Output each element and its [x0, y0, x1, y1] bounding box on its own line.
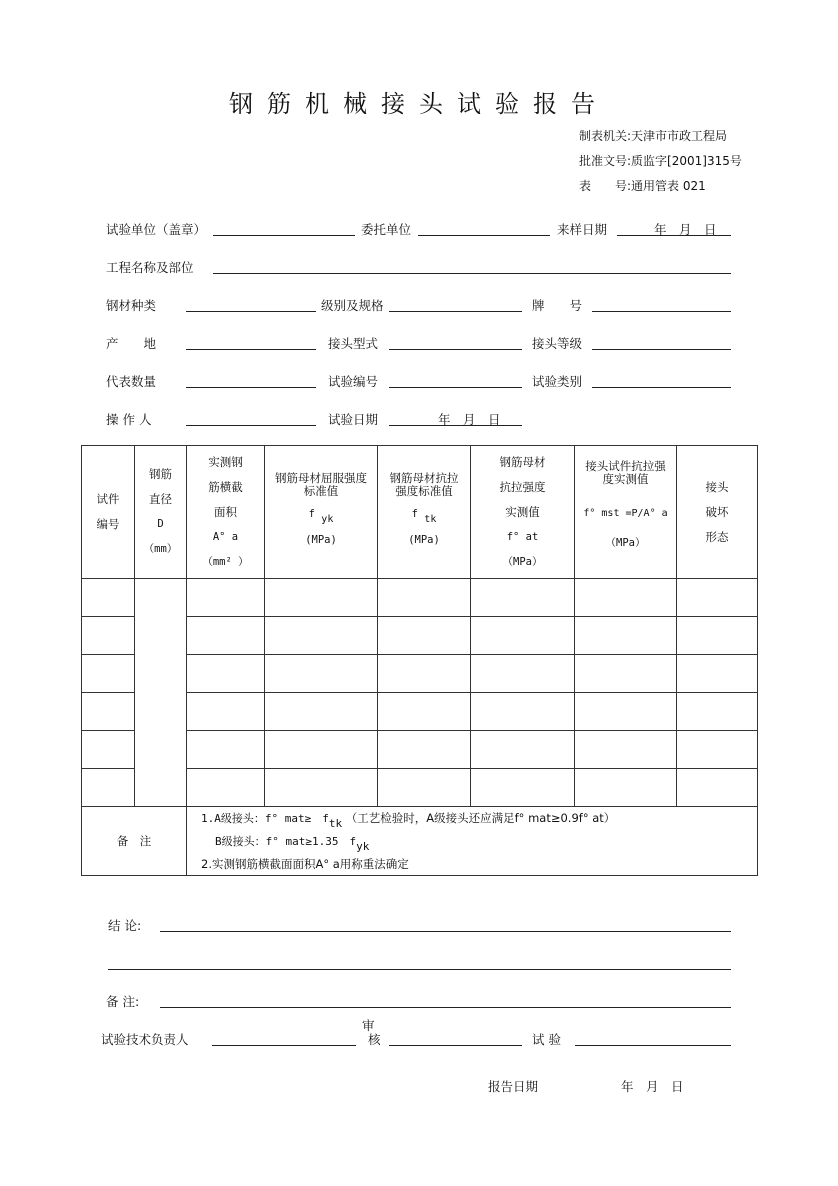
header-formula: f° mst =P/A° a [583, 508, 668, 519]
header-subscript: tk [424, 514, 437, 525]
form-number-value: 通用管表 021 [631, 179, 706, 193]
note-text: B级接头：f° mat≥1.35 f [215, 835, 357, 848]
header-text: f [411, 508, 418, 520]
cell-yield[interactable] [265, 731, 378, 769]
header-text: 强度标准值 [395, 484, 453, 498]
grade-spec-field[interactable] [389, 311, 522, 312]
cell-tensile-std[interactable] [378, 693, 471, 731]
grade-spec-label: 级别及规格 [321, 298, 384, 313]
review-label-top: 审 [362, 1018, 375, 1033]
header-text: 度实测值 [602, 472, 649, 486]
cell-area[interactable] [187, 579, 265, 617]
joint-type-field[interactable] [389, 349, 522, 350]
form-number [579, 177, 706, 194]
test-date-label: 试验日期 [328, 412, 379, 427]
brand-field[interactable] [592, 311, 731, 312]
header-text: (MPa) [408, 534, 440, 546]
cell-yield[interactable] [265, 617, 378, 655]
conclusion-label: 结 论: [108, 918, 142, 933]
cell-joint-strength[interactable] [575, 655, 677, 693]
cell-yield[interactable] [265, 693, 378, 731]
note-subscript: tk [328, 817, 343, 830]
client-unit-field[interactable] [418, 235, 550, 236]
cell-tensile-act[interactable] [471, 731, 575, 769]
client-unit-label: 委托单位 [361, 222, 412, 237]
header-text: 钢筋母材抗拉 [389, 471, 459, 485]
test-date-ymd: 年 月 日 [438, 412, 501, 427]
header-tensile-standard [378, 446, 471, 579]
test-no-label: 试验编号 [328, 374, 379, 389]
header-text: 钢筋母材 [499, 454, 546, 469]
operator-field[interactable] [186, 425, 316, 426]
notes-row [82, 807, 758, 876]
review-field[interactable] [389, 1045, 522, 1046]
header-text: 接头试件抗拉强 [585, 459, 666, 473]
cell-tensile-std[interactable] [378, 579, 471, 617]
cell-area[interactable] [187, 693, 265, 731]
header-symbol [265, 508, 377, 525]
test-no-field[interactable] [389, 387, 522, 388]
header-symbol [378, 508, 470, 525]
header-text: 钢筋母材屈服强度 [275, 471, 367, 485]
cell-area[interactable] [187, 655, 265, 693]
notes-content [187, 807, 758, 876]
cell-tensile-std[interactable] [378, 731, 471, 769]
cell-area[interactable] [187, 617, 265, 655]
cell-area[interactable] [187, 769, 265, 807]
header-subscript: yk [321, 514, 334, 525]
header-text: （MPa） [502, 555, 543, 568]
tech-lead-label: 试验技术负责人 [101, 1032, 189, 1047]
note-text: （工艺检验时，A级接头还应满足f° mat≥0.9f° at） [345, 811, 616, 825]
note-text: 1.A级接头：f° mat≥ f [201, 812, 329, 825]
cell-failure[interactable] [677, 769, 758, 807]
joint-grade-label: 接头等级 [532, 336, 583, 351]
header-yield-strength [265, 446, 378, 579]
results-table [81, 445, 758, 876]
note-line-3: 2.实测钢筋横截面面积A° a用称重法确定 [201, 857, 409, 871]
cell-tensile-act[interactable] [471, 769, 575, 807]
cell-tensile-std[interactable] [378, 769, 471, 807]
cell-yield[interactable] [265, 579, 378, 617]
cell-specimen-no[interactable] [82, 579, 135, 617]
cell-yield[interactable] [265, 655, 378, 693]
header-text: 实测值 [505, 504, 540, 519]
joint-type-label: 接头型式 [328, 336, 379, 351]
joint-grade-field[interactable] [592, 349, 731, 350]
cell-area[interactable] [187, 731, 265, 769]
quantity-field[interactable] [186, 387, 316, 388]
cell-joint-strength[interactable] [575, 617, 677, 655]
header-text: 抗拉强度 [499, 479, 546, 494]
table-header-row [82, 446, 758, 579]
header-text: 筋横截 [208, 479, 243, 494]
steel-type-label: 钢材种类 [106, 298, 157, 313]
test-unit-field[interactable] [213, 235, 355, 236]
note-line-2 [201, 830, 757, 853]
header-text: 标准值 [303, 484, 339, 498]
conclusion-field-line-2[interactable] [108, 969, 731, 970]
cell-failure[interactable] [677, 617, 758, 655]
cell-yield[interactable] [265, 769, 378, 807]
header-area [187, 446, 265, 579]
header-joint-strength [575, 446, 677, 579]
page-title: 钢筋机械接头试验报告 [229, 90, 609, 118]
cell-specimen-no[interactable] [82, 655, 135, 693]
notes-label: 备 注 [82, 807, 187, 876]
cell-failure[interactable] [677, 579, 758, 617]
note-subscript: yk [356, 840, 370, 853]
header-text: 形态 [705, 529, 729, 544]
cell-failure[interactable] [677, 731, 758, 769]
header-text: （MPa） [605, 537, 646, 549]
header-text: 直径 [149, 492, 172, 506]
cell-specimen-no[interactable] [82, 693, 135, 731]
origin-label: 产 地 [106, 336, 157, 351]
cell-joint-strength[interactable] [575, 579, 677, 617]
header-text: A° a [212, 530, 239, 543]
review-label-bottom: 核 [368, 1032, 381, 1047]
form-number-label: 表 号: [579, 179, 632, 193]
table-row [82, 579, 758, 617]
cell-failure[interactable] [677, 693, 758, 731]
cell-tensile-act[interactable] [471, 579, 575, 617]
cell-tensile-act[interactable] [471, 655, 575, 693]
header-specimen-no [82, 446, 135, 579]
header-text: 钢筋 [149, 467, 172, 481]
cell-joint-strength[interactable] [575, 769, 677, 807]
header-tensile-actual [471, 446, 575, 579]
header-text: 实测钢 [208, 454, 243, 469]
brand-label: 牌 号 [532, 298, 583, 313]
cell-joint-strength[interactable] [575, 731, 677, 769]
report-date-ymd: 年 月 日 [621, 1079, 684, 1094]
cell-tensile-act[interactable] [471, 693, 575, 731]
cell-diameter-merged[interactable] [135, 579, 187, 807]
header-text: (MPa) [305, 534, 337, 546]
operator-label: 操 作 人 [106, 412, 152, 427]
header-text: 接头 [705, 479, 729, 494]
cell-tensile-std[interactable] [378, 655, 471, 693]
header-text: f° at [506, 530, 539, 543]
tester-field[interactable] [575, 1045, 731, 1046]
test-category-label: 试验类别 [532, 374, 583, 389]
issuer-info: 制表机关:天津市市政工程局 [579, 129, 728, 143]
project-name-label: 工程名称及部位 [106, 260, 194, 275]
cell-specimen-no[interactable] [82, 617, 135, 655]
tech-lead-field[interactable] [212, 1045, 356, 1046]
header-text: 面积 [214, 504, 237, 519]
header-text: 编号 [96, 517, 120, 531]
note-line-1 [201, 807, 757, 830]
test-unit-label: 试验单位（盖章） [106, 222, 207, 237]
cell-specimen-no[interactable] [82, 769, 135, 807]
cell-joint-strength[interactable] [575, 693, 677, 731]
tester-label: 试 验 [532, 1032, 561, 1047]
remarks-label: 备 注: [106, 994, 140, 1009]
steel-type-field[interactable] [186, 311, 316, 312]
header-text: 试件 [96, 492, 120, 506]
header-failure-mode [677, 446, 758, 579]
header-text: f [308, 508, 315, 520]
header-text: 破坏 [705, 504, 729, 519]
header-text: D [157, 518, 164, 530]
test-category-field[interactable] [592, 387, 731, 388]
sample-date-ymd: 年 月 日 [654, 222, 717, 237]
cell-specimen-no[interactable] [82, 731, 135, 769]
header-diameter [135, 446, 187, 579]
quantity-label: 代表数量 [106, 374, 157, 389]
header-text: （mm² ） [202, 555, 249, 568]
origin-field[interactable] [186, 349, 316, 350]
cell-tensile-std[interactable] [378, 617, 471, 655]
header-text: （mm） [143, 543, 178, 555]
report-date-label: 报告日期 [488, 1079, 539, 1094]
cell-tensile-act[interactable] [471, 617, 575, 655]
conclusion-field[interactable] [160, 931, 731, 932]
sample-date-label: 来样日期 [557, 222, 608, 237]
project-name-field[interactable] [213, 273, 731, 274]
remarks-field[interactable] [160, 1007, 731, 1008]
approval-info: 批准文号:质监字[2001]315号 [579, 154, 742, 168]
cell-failure[interactable] [677, 655, 758, 693]
